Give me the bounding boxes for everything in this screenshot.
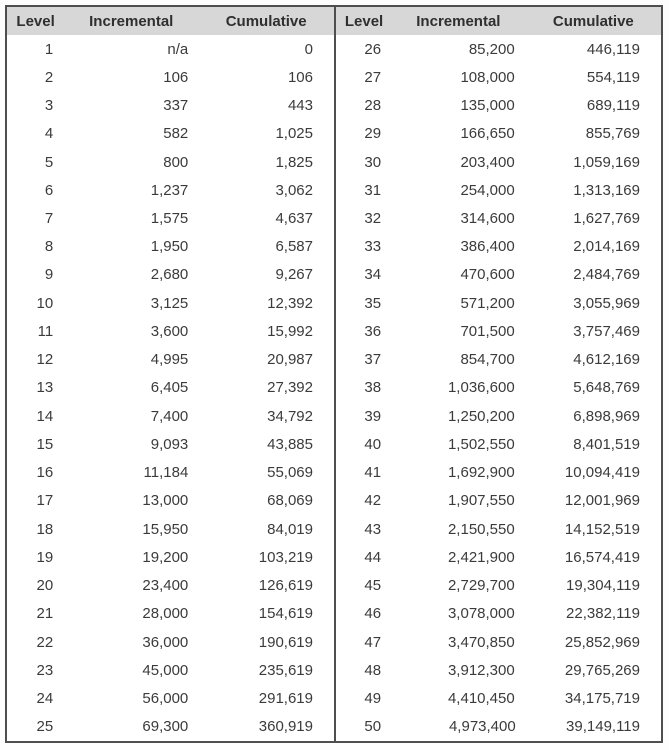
table-row [335,204,661,232]
incremental-cell: 69,300 [142,718,189,736]
cumulative-cell: 9,267 [275,266,313,284]
incremental-cell: 2,421,900 [447,548,515,566]
cumulative-cell: 1,313,169 [573,181,640,199]
table-row [7,459,334,487]
table-row [7,684,334,712]
cumulative-cell: 3,055,969 [573,294,640,312]
level-cell: 29 [364,125,382,143]
table-row [335,346,661,374]
cumulative-cell: 689,119 [586,97,640,115]
cumulative-cell: 446,119 [586,40,640,58]
cumulative-cell: 126,619 [258,577,313,595]
header-row [7,7,334,35]
table-row [7,176,334,204]
cumulative-cell: 554,119 [586,68,640,86]
incremental-cell: 4,973,400 [448,718,516,736]
table-row [7,543,334,571]
incremental-cell: 9,093 [150,435,189,453]
level-cell: 15 [36,435,54,453]
table-row [7,148,334,176]
table-row [7,487,334,515]
incremental-cell: 800 [163,153,189,171]
level-cell: 50 [364,718,382,736]
cumulative-cell: 106 [287,68,313,86]
table-row [335,656,661,684]
level-cell: 22 [36,633,54,651]
incremental-cell: 15,950 [142,520,189,538]
level-cell: 44 [364,548,382,566]
cumulative-cell: 27,392 [267,379,313,397]
incremental-column-header: Incremental [64,7,198,35]
incremental-cell: 2,680 [150,266,189,284]
incremental-cell: 23,400 [142,577,189,595]
incremental-cell: 2,150,550 [447,520,515,538]
incremental-cell: 3,912,300 [447,661,515,679]
cumulative-column-header: Cumulative [198,7,334,35]
table-row [335,176,661,204]
incremental-cell: 1,502,550 [447,435,515,453]
table-row [7,713,334,741]
level-cell: 26 [364,40,382,58]
level-cell: 42 [364,492,382,510]
table-row [335,684,661,712]
table-row [335,571,661,599]
incremental-cell: 3,078,000 [447,605,515,623]
level-cell: 5 [44,153,54,171]
incremental-cell: 254,000 [460,181,515,199]
cumulative-cell: 1,025 [275,125,313,143]
level-cell: 20 [36,577,54,595]
level-experience-table [5,5,663,743]
cumulative-cell: 10,094,419 [564,464,640,482]
cumulative-column-header: Cumulative [526,7,661,35]
level-cell: 7 [44,210,54,228]
cumulative-cell: 6,898,969 [573,407,640,425]
incremental-cell: n/a [167,40,189,58]
incremental-cell: 1,692,900 [447,464,515,482]
level-cell: 9 [44,266,54,284]
incremental-cell: 701,500 [460,322,515,340]
incremental-cell: 3,125 [150,294,189,312]
incremental-cell: 854,700 [460,351,515,369]
incremental-cell: 4,995 [150,351,189,369]
incremental-cell: 11,184 [143,464,189,482]
table-row [335,233,661,261]
cumulative-cell: 2,484,769 [573,266,640,284]
cumulative-cell: 3,757,469 [573,322,640,340]
cumulative-cell: 22,382,119 [566,605,640,623]
table-row [7,233,334,261]
incremental-cell: 1,575 [150,210,189,228]
cumulative-cell: 39,149,119 [566,718,640,736]
cumulative-cell: 190,619 [258,633,313,651]
incremental-cell: 45,000 [142,661,189,679]
level-cell: 34 [364,266,382,284]
table-row [7,346,334,374]
level-cell: 45 [364,577,382,595]
levels-1-25-body [7,35,334,741]
level-cell: 3 [44,97,54,115]
table-row [7,600,334,628]
incremental-cell: 6,405 [150,379,189,397]
cumulative-cell: 43,885 [267,435,313,453]
cumulative-cell: 34,792 [267,407,313,425]
table-row [7,91,334,119]
table-row [7,261,334,289]
level-cell: 11 [37,322,54,340]
cumulative-cell: 8,401,519 [573,435,640,453]
table-row [335,317,661,345]
incremental-cell: 2,729,700 [447,577,515,595]
level-cell: 23 [36,661,54,679]
incremental-cell: 314,600 [460,210,515,228]
level-cell: 49 [364,690,382,707]
table-row [335,628,661,656]
incremental-cell: 85,200 [468,40,515,58]
table-row [335,91,661,119]
header-row [335,7,661,35]
level-cell: 6 [44,181,54,199]
cumulative-cell: 235,619 [258,661,313,679]
incremental-cell: 56,000 [142,690,189,707]
cumulative-cell: 4,612,169 [573,351,640,369]
level-cell: 36 [364,322,382,340]
incremental-cell: 135,000 [460,97,515,115]
table-row [7,571,334,599]
incremental-cell: 1,036,600 [447,379,515,397]
table-row [335,148,661,176]
level-cell: 35 [364,294,382,312]
incremental-cell: 13,000 [142,492,189,510]
level-cell: 48 [364,661,382,679]
table-row [335,289,661,317]
level-cell: 37 [364,351,382,369]
level-cell: 19 [36,548,54,566]
cumulative-cell: 1,825 [275,153,313,171]
cumulative-cell: 34,175,719 [564,690,640,707]
table-row [7,317,334,345]
cumulative-cell: 14,152,519 [564,520,640,538]
incremental-cell: 203,400 [460,153,515,171]
table-row [7,656,334,684]
table-row [7,289,334,317]
level-column-header: Level [335,7,392,35]
incremental-cell: 3,600 [150,322,189,340]
level-cell: 16 [36,464,54,482]
table-row [335,374,661,402]
cumulative-cell: 84,019 [267,520,313,538]
level-cell: 30 [364,153,382,171]
table-row [335,600,661,628]
level-cell: 27 [364,68,382,86]
incremental-cell: 4,410,450 [447,690,515,707]
table-row [335,402,661,430]
level-cell: 41 [364,464,382,482]
level-cell: 46 [364,605,382,623]
cumulative-cell: 16,574,419 [564,548,640,566]
table-row [7,63,334,91]
level-column-header: Level [7,7,64,35]
incremental-cell: 337 [163,97,189,115]
incremental-cell: 1,907,550 [447,492,515,510]
table-row [335,63,661,91]
incremental-cell: 166,650 [460,125,515,143]
table-row [7,35,334,63]
level-cell: 24 [36,690,54,707]
levels-26-50-panel [334,7,661,741]
cumulative-cell: 5,648,769 [573,379,640,397]
level-cell: 28 [364,97,382,115]
incremental-cell: 571,200 [460,294,515,312]
table-row [7,374,334,402]
level-cell: 8 [44,238,54,256]
cumulative-cell: 25,852,969 [564,633,640,651]
cumulative-cell: 855,769 [585,125,640,143]
table-row [335,120,661,148]
level-cell: 18 [36,520,54,538]
level-cell: 32 [364,210,382,228]
cumulative-cell: 19,304,119 [566,577,640,595]
level-cell: 39 [364,407,382,425]
incremental-cell: 386,400 [460,238,515,256]
incremental-cell: 28,000 [142,605,189,623]
level-cell: 1 [44,40,54,58]
level-cell: 12 [36,351,54,369]
cumulative-cell: 3,062 [275,181,313,199]
level-cell: 2 [44,68,54,86]
table-row [335,459,661,487]
cumulative-cell: 15,992 [267,322,313,340]
cumulative-cell: 1,627,769 [573,210,640,228]
incremental-cell: 36,000 [142,633,189,651]
level-cell: 47 [364,633,382,651]
incremental-column-header: Incremental [392,7,526,35]
level-cell: 38 [364,379,382,397]
table-row [7,628,334,656]
cumulative-cell: 68,069 [267,492,313,510]
cumulative-cell: 291,619 [258,690,313,707]
table-row [335,543,661,571]
level-cell: 17 [36,492,54,510]
levels-1-25-panel [7,7,334,741]
level-cell: 10 [36,294,54,312]
table-row [335,261,661,289]
incremental-cell: 1,237 [150,181,189,199]
cumulative-cell: 12,001,969 [564,492,640,510]
table-row [7,120,334,148]
incremental-cell: 3,470,850 [447,633,515,651]
incremental-cell: 470,600 [460,266,515,284]
cumulative-cell: 20,987 [267,351,313,369]
incremental-cell: 19,200 [142,548,189,566]
cumulative-cell: 154,619 [258,605,313,623]
cumulative-cell: 55,069 [267,464,313,482]
incremental-cell: 108,000 [460,68,515,86]
incremental-cell: 7,400 [150,407,189,425]
table-row [335,515,661,543]
incremental-cell: 1,950 [150,238,189,256]
level-cell: 40 [364,435,382,453]
levels-26-50-body [335,35,661,741]
level-cell: 33 [364,238,382,256]
table-row [7,430,334,458]
level-cell: 14 [36,407,54,425]
cumulative-cell: 29,765,269 [564,661,640,679]
cumulative-cell: 443 [287,97,313,115]
level-cell: 13 [36,379,54,397]
table-row [335,35,661,63]
cumulative-cell: 2,014,169 [573,238,640,256]
cumulative-cell: 1,059,169 [573,153,640,171]
table-row [335,487,661,515]
level-cell: 25 [36,718,54,736]
cumulative-cell: 103,219 [258,548,313,566]
cumulative-cell: 6,587 [275,238,313,256]
level-cell: 4 [44,125,54,143]
cumulative-cell: 360,919 [258,718,313,736]
table-row [7,204,334,232]
table-row [7,515,334,543]
incremental-cell: 106 [163,68,189,86]
level-cell: 21 [36,605,54,623]
table-row [335,430,661,458]
cumulative-cell: 4,637 [275,210,313,228]
incremental-cell: 582 [163,125,189,143]
cumulative-cell: 12,392 [267,294,313,312]
level-cell: 43 [364,520,382,538]
level-cell: 31 [364,181,382,199]
table-row [7,402,334,430]
table-row [335,713,661,741]
incremental-cell: 1,250,200 [447,407,515,425]
cumulative-cell: 0 [304,40,313,58]
